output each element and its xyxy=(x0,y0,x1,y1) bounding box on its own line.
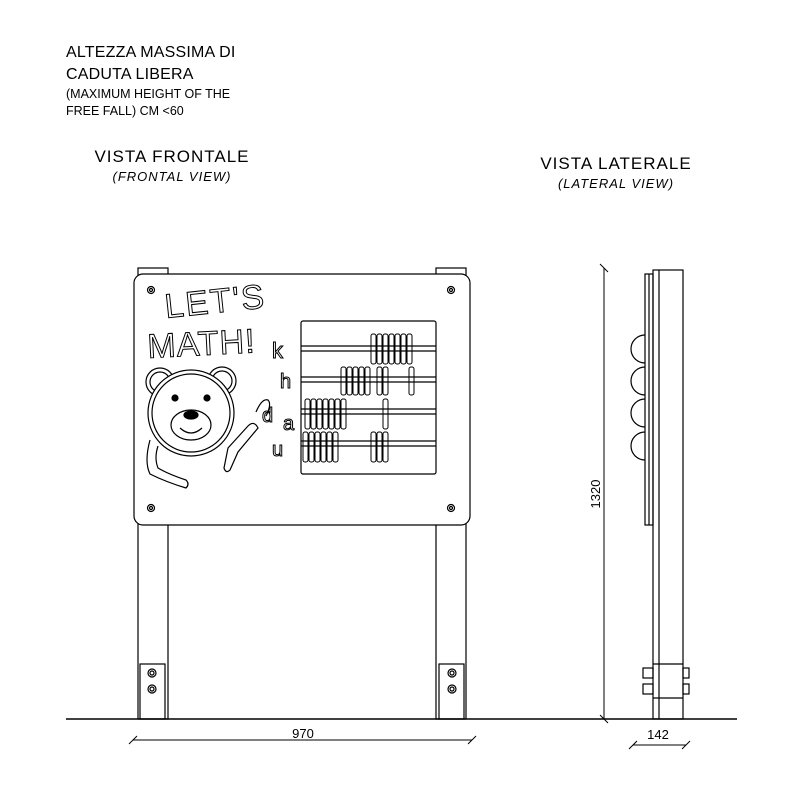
width-label: 970 xyxy=(292,726,314,741)
side-letter-1: k xyxy=(272,338,283,363)
lateral-view-title: VISTA LATERALE xyxy=(540,154,692,173)
note-line-2: CADUTA LIBERA xyxy=(66,66,194,83)
lateral-view-subtitle: (LATERAL VIEW) xyxy=(557,176,675,191)
side-letter-5: u xyxy=(272,439,284,461)
side-letter-4: a xyxy=(283,413,295,435)
depth-dimension xyxy=(629,741,690,749)
depth-label: 142 xyxy=(647,727,669,742)
front-view-title: VISTA FRONTALE xyxy=(94,147,250,166)
front-view xyxy=(134,268,470,719)
heading-line-1: LET'S xyxy=(162,277,268,326)
note-line-4: FREE FALL) CM <60 xyxy=(66,104,184,118)
lateral-abacus-beads xyxy=(631,335,645,460)
height-label: 1320 xyxy=(588,479,603,509)
front-view-subtitle: (FRONTAL VIEW) xyxy=(112,169,232,184)
heading-line-2: MATH! xyxy=(146,322,257,366)
lateral-post xyxy=(653,270,683,719)
lateral-bolts xyxy=(643,664,689,698)
side-letter-2: h xyxy=(280,371,292,393)
lateral-view xyxy=(631,270,689,719)
side-letter-3: d xyxy=(262,405,274,427)
note-line-1: ALTEZZA MASSIMA DI xyxy=(66,44,236,61)
note-line-3: (MAXIMUM HEIGHT OF THE xyxy=(66,87,231,101)
